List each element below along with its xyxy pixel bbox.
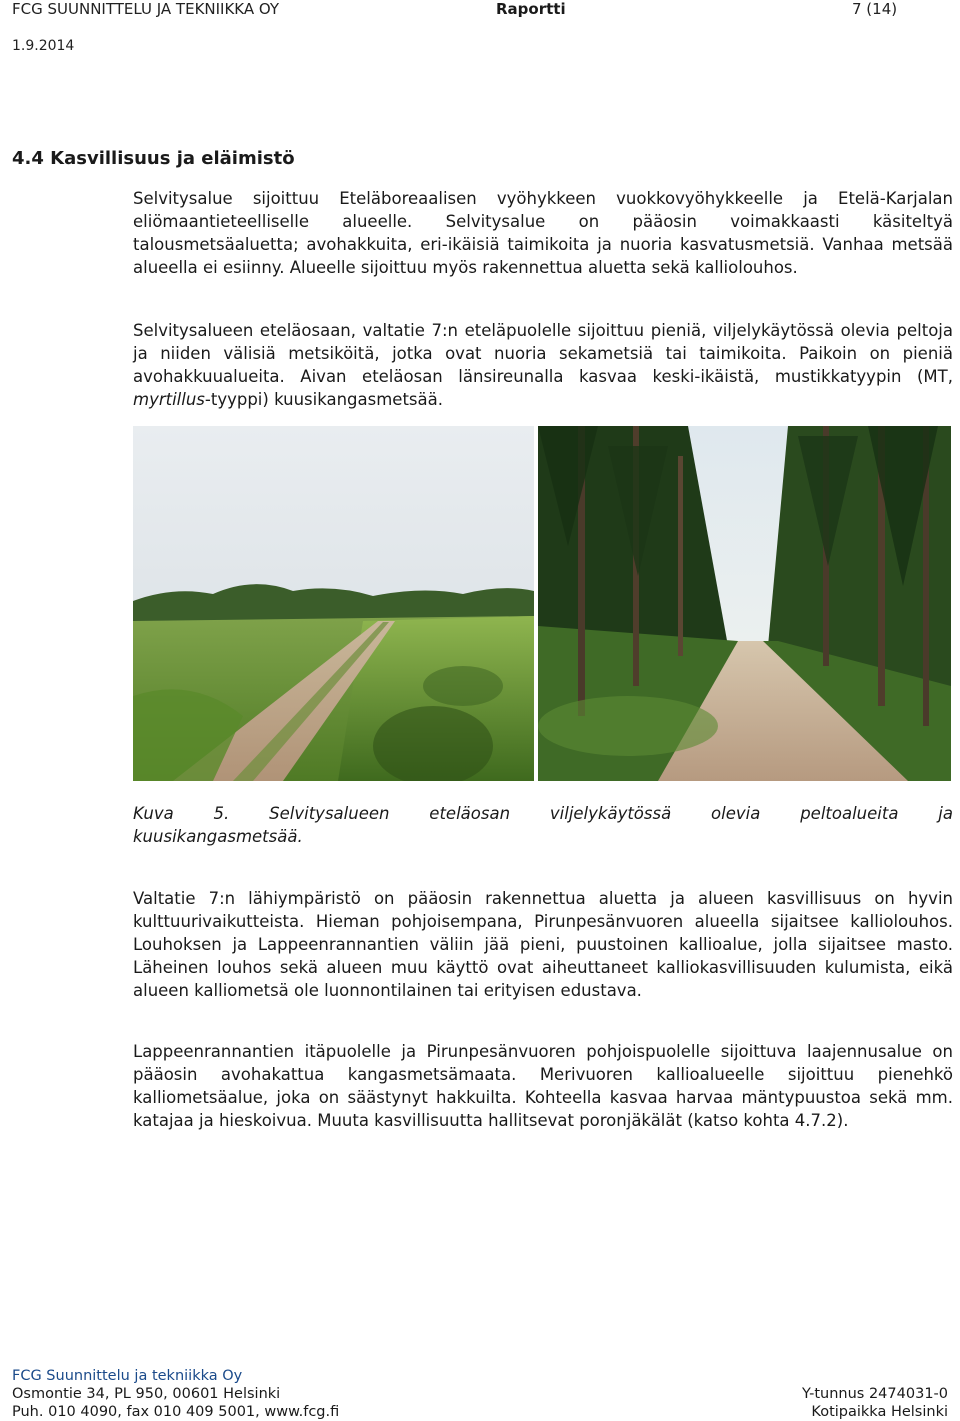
- header-company: FCG SUUNNITTELU JA TEKNIIKKA OY: [12, 0, 280, 18]
- header-date: 1.9.2014: [12, 38, 75, 54]
- header-doc-type: Raportti: [496, 0, 566, 18]
- footer-seat: Kotipaikka Helsinki: [811, 1404, 948, 1420]
- paragraph-2-italic: myrtillus: [133, 390, 205, 409]
- footer-address: Osmontie 34, PL 950, 00601 Helsinki: [12, 1386, 281, 1402]
- field-road-photo: [133, 426, 534, 781]
- header-page-number: 7 (14): [852, 0, 898, 18]
- paragraph-4: Lappeenrannantien itäpuolelle ja Pirunpesänvuoren pohjoispuolelle sijoittuva laajennusalue on pääosin avohakattua kangasmetsämaata. Merivuoren kallioalueelle sijoittuu pienehkö kalliometsäalue, joka on säästynyt hakkuilta. Kohteella kasvaa harvaa mäntypuustoa sekä mm. katajaa ja hieskoivua. Muuta kasvillisuutta hallitsevat poronjäkälät (katso kohta 4.7.2).: [133, 1042, 953, 1130]
- paragraph-2-text-a: Selvitysalueen eteläosaan, valtatie 7:n eteläpuolelle sijoittuu pieniä, viljelykäytössä olevia peltoja ja niiden välisiä metsiköitä, jotka ovat nuoria sekametsiä tai taimikoita. Paikoin on pieniä avohakkuualueita. Aivan eteläosan länsireunalla kasvaa keski-ikäistä, mustikkatyypin (MT,: [133, 321, 953, 386]
- paragraph-2: [133, 319, 953, 411]
- figure-caption: [133, 802, 953, 848]
- figure-caption-line-1: Kuva 5. Selvitysalueen eteläosan viljelykäytössä olevia peltoalueita ja: [133, 804, 953, 823]
- footer-company: FCG Suunnittelu ja tekniikka Oy: [12, 1368, 243, 1384]
- forest-road-photo: [538, 426, 951, 781]
- paragraph-1: Selvitysalue sijoittuu Eteläboreaalisen vyöhykkeen vuokkovyöhykkeelle ja Etelä-Karjalan eliömaantieteelliselle alueelle. Selvitysalue on pääosin voimakkaasti käsiteltyä talousmetsäaluetta; avohakkuita, eri-ikäisiä taimikoita ja nuoria kasvatusmetsiä. Vanhaa metsää alueella ei esiinny. Alueelle sijoittuu myös rakennettua aluetta sekä kalliolouhos.: [133, 189, 953, 277]
- footer-business-id: Y-tunnus 2474031-0: [801, 1386, 948, 1402]
- footer-contact: Puh. 010 4090, fax 010 409 5001, www.fcg.fi: [12, 1404, 340, 1420]
- section-heading: 4.4 Kasvillisuus ja eläimistö: [12, 148, 295, 169]
- figure-caption-line-2: kuusikangasmetsää.: [133, 827, 303, 846]
- paragraph-2-text-b: -tyyppi) kuusikangasmetsää.: [204, 390, 443, 409]
- paragraph-3: Valtatie 7:n lähiympäristö on pääosin rakennettua aluetta ja alueen kasvillisuus on hyvin kulttuurivaikutteista. Hieman pohjoisempana, Pirunpesänvuoren alueella sijaitsee kalliolouhos. Louhoksen ja Lappeenrannantien väliin jää pieni, puustoinen kallioalue, jolla sijaitsee masto. Läheinen louhos sekä alueen muu käyttö ovat aiheuttaneet kalliokasvillisuuden kulumista, eikä alueen kalliometsä ole luonnontilainen tai erityisen edustava.: [133, 889, 953, 1000]
